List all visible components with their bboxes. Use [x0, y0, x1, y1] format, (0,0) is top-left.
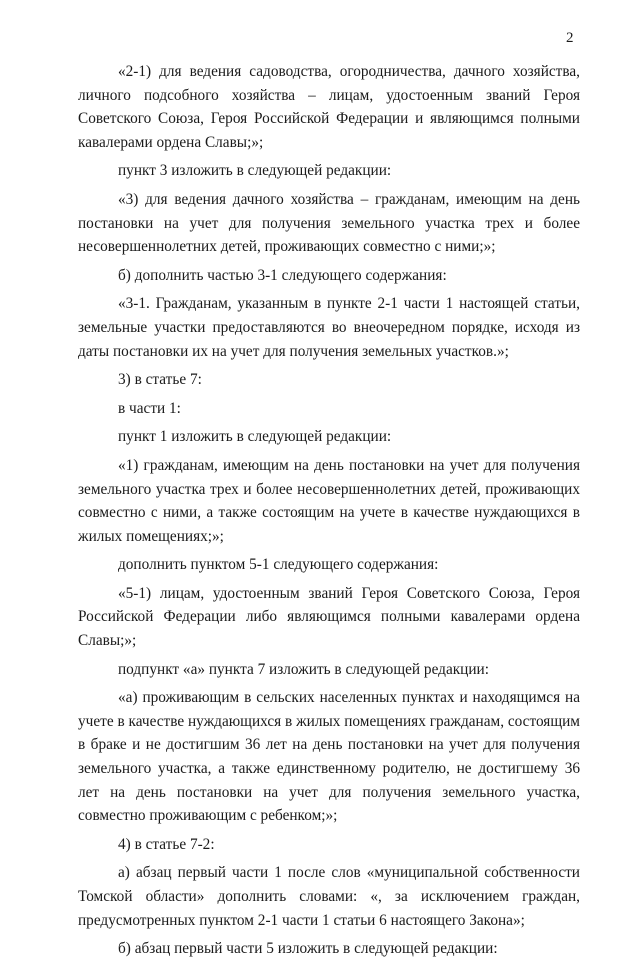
paragraph: пункт 3 изложить в следующей редакции:	[118, 162, 392, 180]
paragraph: подпункт «а» пункта 7 изложить в следующей редакции:	[118, 660, 489, 678]
paragraph: «2-1) для ведения садоводства, огородничества, дачного хозяйства, личного подсобного хозяйства – лицам, удостоенным званий Героя Советского Союза, Героя Российской Федерации и являющимся полными кавалерами ордена Славы;»;	[78, 63, 580, 151]
paragraph: дополнить пунктом 5-1 следующего содержания:	[118, 556, 439, 574]
paragraph: пункт 1 изложить в следующей редакции:	[118, 428, 392, 446]
page-number: 2	[566, 30, 574, 46]
paragraph: «а) проживающим в сельских населенных пунктах и находящимся на учете в качестве нуждающихся в жилых помещениях гражданам, состоящим в браке и не достигшим 36 лет на день постановки на учет для получения земельного участка, а также единственному родителю, не достигшему 36 лет на день постановки на учет для получения земельного участка, совместно проживающим с ребенком;»;	[78, 689, 580, 825]
paragraph: б) дополнить частью 3-1 следующего содержания:	[118, 266, 447, 284]
paragraph: «5-1) лицам, удостоенным званий Героя Советского Союза, Героя Российской Федерации либо являющимся полными кавалерами ордена Славы;»;	[78, 584, 580, 650]
paragraph: «1) гражданам, имеющим на день постановки на учет для получения земельного участка трех и более несовершеннолетних детей, проживающих совместно с ними, а также состоящим на учете в качестве нуждающихся в жилых помещениях;»;	[78, 456, 580, 545]
paragraph: «3-1. Гражданам, указанным в пункте 2-1 части 1 настоящей статьи, земельные участки предоставляются во внеочередном порядке, исходя из даты постановки их на учет для получения земельных участков.»;	[78, 295, 580, 360]
paragraph: в части 1:	[118, 399, 181, 417]
paragraph: 3) в статье 7:	[118, 371, 202, 389]
paragraph: а) абзац первый части 1 после слов «муниципальной собственности Томской области» дополнить словами: «, за исключением граждан, предусмотренных пунктом 2-1 части 1 статьи 6 настоящего Закона»;	[78, 864, 580, 929]
document-body	[78, 60, 580, 966]
paragraph: «3) для ведения дачного хозяйства – гражданам, имеющим на день постановки на учет для получения земельного участка трех и более несовершеннолетних детей, проживающих совместно с ними;»;	[78, 190, 580, 256]
paragraph: б) абзац первый части 5 изложить в следующей редакции:	[118, 940, 498, 958]
paragraph: 4) в статье 7-2:	[118, 835, 215, 853]
